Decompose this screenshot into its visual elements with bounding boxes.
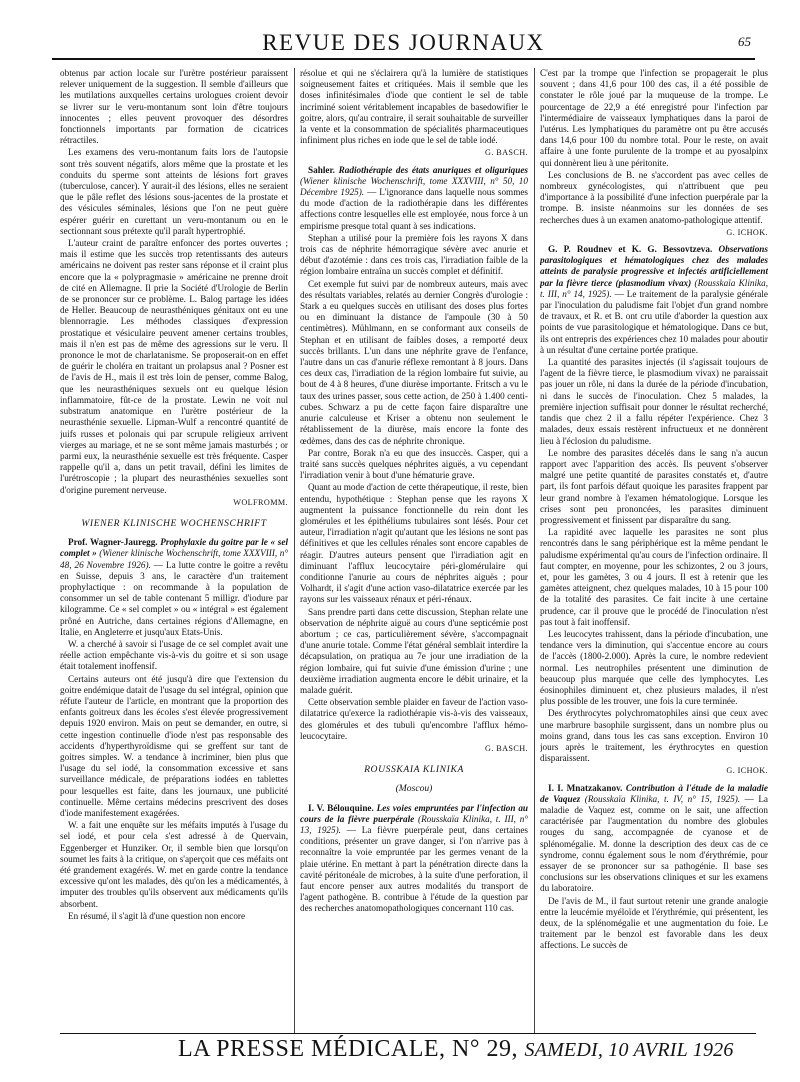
paragraph: Sans prendre parti dans cette discussion, Stephan relate une observation de néphrite aiguë au cours d'une septicémie post abortum ; ce cas, particulièrement sévère, s'accompagnait d'une anurie totale. Comme l'état général semblait interdire la décapsulation, on pratiqua au 7e jour une irradiation de la région lombaire, qui fut suivie d'une émission d'urine ; une deuxième irradiation augmenta encore le débit urinaire, et la malade guérit. <box>300 606 528 695</box>
paragraph: Les leucocytes trahissent, dans la période d'incubation, une tendance vers la diminution, qui s'accentue encore au cours de l'accès (1800-2.000). Après la cure, le nombre redevient normal. Les neutrophiles présentent une diminution de beaucoup plus marquée que celle des lymphocytes. Les éosinophiles diminuent et, chez plusieurs malades, il n'est plus possible de les trouver, une fois la cure terminée. <box>540 628 768 707</box>
journal-name: LA PRESSE MÉDICALE, N° 29, <box>178 1036 518 1062</box>
article-reference: (Rousskaïa Klinika, t. III, n° 13, 1925). <box>300 813 528 835</box>
column-3 <box>540 68 768 1034</box>
article-title: Prophylaxie du goitre par le « sel complet » <box>60 537 288 559</box>
author-signature: G. ICHOK. <box>726 227 768 237</box>
author-signature: WOLFROMM. <box>233 497 288 507</box>
column-rule <box>294 68 295 1034</box>
paragraph: Quant au mode d'action de cette thérapeutique, il reste, bien entendu, hypothétique : Stephan pense que les rayons X augmentent la puissance fonctionnelle du rein dont les glomérules et les épithéliums tubulaires sont lésés. Pour cet auteur, l'irradiation n'agit qu'autant que les lésions ne sont pas définitives et que les cellules rénales sont encore capables de réagir. D'autres auteurs pensent que l'irradiation agit en diminuant l'afflux leucocytaire péri-glomérulaire qui conditionne l'anurie au cours de néphrites aiguës ; pour Volhardt, il s'agit d'une action vaso-dilatatrice exercée par les rayons sur les vaisseaux rénaux et péri-rénaux. <box>300 482 528 605</box>
author-signature: G. BASCH. <box>485 743 528 753</box>
paragraph: — Le traitement de la paralysie générale par l'inoculation du paludisme fait l'objet d'un grand nombre de travaux, et R. et B. ont cru utile d'aborder la question aux points de vue parasitologique et hématologique. Dans ce but, ils ont entrepris des expériences chez 10 malades pour aboutir à un résultat d'une certaine portée pratique. <box>540 288 768 355</box>
column-1 <box>60 68 288 1034</box>
article-title: Contribution à l'étude de la maladie de Vaquez <box>540 782 768 804</box>
article-reference: (Wiener klinische Wochenschrift, tome XXXVIII, n° 48, 26 Novembre 1926). <box>60 548 288 570</box>
section-subheading: (Moscou) <box>395 783 433 795</box>
paragraph: Stephan a utilisé pour la première fois les rayons X dans trois cas de néphrite hémorragique sévère avec anurie et début d'azotémie : dans ces trois cas, l'irradiation faible de la région lombaire entraîna un succès complet et définitif. <box>300 232 528 277</box>
footer-line <box>178 1036 734 1063</box>
column-2 <box>300 68 528 1034</box>
article-title: Radiothérapie des états anuriques et oliguriques <box>338 164 528 175</box>
page-header <box>52 28 755 60</box>
paragraph: obtenus par action locale sur l'urètre postérieur paraissent relever uniquement de la suggestion. Il semble d'ailleurs que les mutilations auxquelles certains urologues croient devoir se livrer sur le veru-montanum sont loin d'être toujours innocentes ; elles peuvent provoquer des désordres fonctionnels importants par formation de cicatrices rétractiles. <box>60 68 288 146</box>
article-heading <box>60 537 288 638</box>
column-rule <box>534 68 535 1034</box>
author-signature: G. BASCH. <box>485 148 528 158</box>
article-author: I. I. Mnatzakanov. <box>548 782 623 793</box>
paragraph: résolue et qui ne s'éclairera qu'à la lumière de statistiques soigneusement faites et critiquées. Mais il semble que les doses infinitésimales d'iode que contient le sel de table incriminé soient véritablement incapables de basedowifier le goitre, alors, qu'au contraire, il serait souhaitable de surveiller la vente et la consommation de spécialités pharmaceutiques infiniment plus riches en iode que le sel de table iodé. <box>300 68 528 146</box>
article-title-continued: (plasmodium vivax) <box>615 277 692 288</box>
paragraph: — La fièvre puerpérale peut, dans certaines conditions, présenter un grave danger, si l'on n'arrive pas à reconnaître la voie empruntée par les germes venant de la plaie utérine. En mettant à part la pénétration directe dans la cavité péritonéale de microbes, à la suite d'une perforation, il faut encore penser aux autres modalités du transport de l'agent pathogène. B. contribue à l'étude de la question par des recherches anatomopathologiques concernant 110 cas. <box>300 825 528 914</box>
section-heading: ROUSSKAIA KLINIKA <box>364 764 464 776</box>
article-title: Les voies empruntées par l'infection au cours de la fièvre puerpérale <box>300 802 528 824</box>
paragraph: C'est par la trompe que l'infection se propagerait le plus souvent ; dans 41,6 pour 100 des cas, il a été possible de constater le rôle joué par la muqueuse de la trompe. Le pourcentage de 22,9 a été enregistré pour l'infection par l'intermédiaire de vaisseaux lymphatiques dans la paroi de l'utérus. Les lymphatiques du paramètre ont pu être accusés dans 14,6 pour 100 du nombre total. Pour le reste, on avait affaire à une fonte purulente de la trompe et au pyosalpinx qui donnèrent lieu à une péritonite. <box>540 68 768 168</box>
author-signature: G. ICHOK. <box>726 766 768 776</box>
article-heading <box>540 244 768 356</box>
paragraph: Cet exemple fut suivi par de nombreux auteurs, mais avec des résultats variables, relatés au dernier Congrès d'urologie : Stark a eu quelques succès en utilisant des doses plus fortes ou en diminuant la distance de l'ampoule (30 à 50 centimètres). Mühlmann, en se conformant aux conseils de Stephan et en utilisant de faibles doses, a remporté deux succès brillants. L'un dans une néphrite grave de l'enfance, l'autre dans un cas d'anurie réflexe remontant à 8 jours. Dans ces deux cas, l'irradiation de la région lombaire fut suivie, au bout de 4 à 8 heures, d'une diurèse importante. Fritsch a vu le taux des urines passer, sous cette action, de 250 à 1.400 centi-cubes. Schwarz a pu de cette façon faire disparaître une anurie calculeuse et Kriser a obtenu non seulement le rétablissement de la diurèse, mais encore la fonte des œdèmes, dans des cas de néphrite chronique. <box>300 278 528 446</box>
article-heading <box>300 165 528 232</box>
paragraph: W. a cherché à savoir si l'usage de ce sel complet avait une réelle action empêchante vis-à-vis du goitre et si son usage était totalement inoffensif. <box>60 638 288 672</box>
article-reference: (Wiener klinische Wochenschrift, tome XXXVIII, n° 50, 10 Décembre 1925). <box>300 175 528 198</box>
paragraph: Les examens des veru-montanum faits lors de l'autopsie sont très souvent négatifs, alors même que la prostate et les conduits du sperme sont atteints de lésions fort graves (tuberculose, cancer). Y aurait-il des lésions, elles ne seraient que le pâle reflet des lésions sous-jacentes de la prostate et des vésicules séminales, lésions que l'on ne peut guère espérer guérir en curettant un veru-montanum ou en le sectionnant sous prétexte qu'il paraît hypertrophié. <box>60 147 288 236</box>
paragraph: W. a fait une enquête sur les méfaits imputés à l'usage du sel iodé, et pour cela s'est adressé à de Quervain, Eggenberger et Hunziker. Or, il semble bien que lorsqu'on soumet les faits à la critique, on s'aperçoit que ces méfaits ont été grandement exagérés. W. met en garde contre la tendance excessive qu'ont les malades, dès qu'on les a médicamentés, à imputer des troubles qu'ils observent aux médicaments qu'ils absorbent. <box>60 820 288 909</box>
paragraph: — L'ignorance dans laquelle nous sommes du mode d'action de la radiothérapie dans les différentes affections contre lesquelles elle est employée, nous force à un empirisme presque total quant à ses indications. <box>300 187 528 231</box>
paragraph: Les conclusions de B. ne s'accordent pas avec celles de nombreux gynécologistes, qui n'attribuent que peu d'importance à la possibilité d'une infection puerpérale par la trompe. B. insiste néanmoins sur les données de ses recherches dues à un examen anatomo-pathologique attentif. <box>540 169 768 225</box>
page-number: 65 <box>738 34 751 49</box>
paragraph: La quantité des parasites injectés (il s'agissait toujours de l'agent de la fièvre tierce, le plasmodium vivax) ne paraissait pas jouer un rôle, ni dans la durée de la période d'incubation, ni dans le succès de l'inoculation. Chez 5 malades, la première injection suffisait pour donner le résultat recherché, tandis que chez 2 il a fallu répéter l'expérience. Chez 3 malades, deux essais restèrent infructueux et ne donnèrent lieu à l'éclosion du paludisme. <box>540 357 768 446</box>
paragraph: L'auteur craint de paraître enfoncer des portes ouvertes ; mais il estime que les succès trop retentissants des auteurs américains ne doivent pas rester sans réponse et il craint plus encore que la « polypragmasie » américaine ne prenne droit de cité en Allemagne. Il prie la Société d'Urologie de Berlin de se prononcer sur ce problème. L. Balog partage les idées de Heller. Beaucoup de neurasthéniques génitaux ont eu une blennorragie. Les méthodes classiques d'expression prostatique et vésiculaire peuvent amener certains troubles, mais il n'en est pas de même des agressions sur le veru. Il prononce le mot de charlatanisme. Se proposerait-on en effet de guérir le choléra en traitant un prolapsus anal ? Posner est de l'avis de H., mais il est très loin de penser, comme Balog, que les neurasthéniques sexuels ont eu quelque lésion inflammatoire, fût-ce de la prostate. Lewin ne voit nul substratum anatomique en l'urètre postérieur de la neurasthénie sexuelle. Lipman-Wulf a rencontré quantité de juifs russes et polonais qui par scrupule religieux arrivent vierges au mariage, et ne se sont même jamais masturbés ; or parmi eux, la neurasthénie sexuelle est très fréquente. Casper rappelle qu'il a, dans un petit travail, défini les limites de l'urétroscopie ; la plupart des neurasthénies sexuelles sont d'origine purement nerveuse. <box>60 238 288 495</box>
paragraph: Le nombre des parasites décelés dans le sang n'a aucun rapport avec l'apparition des accès. Ils peuvent s'observer malgré une petite quantité de parasites constatés et, d'autre part, ils font parfois défaut quoique les parasites frappent par leur grand nombre à l'examen hématologique. Lorsque les crises sont peu prononcées, les parasites diminuent progressivement et finissent par disparaître du sang. <box>540 447 768 525</box>
paragraph: — La lutte contre le goitre a revêtu en Suisse, depuis 3 ans, le caractère d'un traitement prophylactique : on recommande à la population de consommer un sel de table contenant 5 milligr. d'iodure par kilogramme. Ce « sel complet » ou « intégral » est également prôné en Autriche, dans certaines régions d'Allemagne, en Italie, en Angleterre et jusqu'aux Etats-Unis. <box>60 559 288 637</box>
article-reference: (Rousskaïa Klinika, t. III, n° 14, 1925). <box>540 277 768 299</box>
paragraph: En résumé, il s'agit là d'une question non encore <box>68 910 246 921</box>
article-author: Sahler. <box>308 164 335 175</box>
paragraph: De l'avis de M., il faut surtout retenir une grande analogie entre la leucémie myéloïde et l'érythrémie, qui présentent, les deux, de la splénomégalie et une augmentation du foie. Le traitement par le benzol est favorable dans les deux affections. Le succès de <box>540 895 768 951</box>
section-heading: WIENER KLINISCHE WOCHENSCHRIFT <box>81 517 267 529</box>
paragraph: Des érythrocytes polychromatophiles ainsi que ceux avec une marbrure basophile surgissent, dans un nombre plus ou moins grand, dans tous les cas sans exception. Environ 10 jours après le traitement, les érythrocytes en question disparaissent. <box>540 708 768 764</box>
article-reference: (Rousskaïa Klinika, t. IV, n° 15, 1925). <box>584 793 741 804</box>
article-columns <box>60 68 768 1034</box>
paragraph: Cette observation semble plaider en faveur de l'action vaso-dilatatrice qu'exerce la radiothérapie vis-à-vis des vaisseaux, des glomérules et des tubuli qu'encombre l'afflux hémo-leucocytaire. <box>300 697 528 741</box>
article-author: I. V. Bélouquine. <box>308 802 374 813</box>
paragraph: La rapidité avec laquelle les parasites ne sont plus rencontrés dans le sang périphérique est la même pendant le paludisme expérimental qu'au cours de l'infection ordinaire. Il faut compter, en moyenne, pour les schizontes, 2 ou 3 jours, et, pour les gamètes, 3 ou 4 jours. Il est à retenir que les gamètes atteignent, chez quelques malades, 10 à 15 pour 100 de la totalité des parasites. Ce fait incite à une certaine prudence, car il prouve que le procédé de l'inoculation n'est pas tout à fait inoffensif. <box>540 527 768 627</box>
issue-date: SAMEDI, 10 AVRIL 1926 <box>524 1039 734 1061</box>
article-heading <box>300 803 528 915</box>
article-heading <box>540 783 768 895</box>
page-footer <box>60 1033 756 1068</box>
paragraph: Certains auteurs ont été jusqu'à dire que l'extension du goitre endémique datait de l'usage du sel intégral, opinion que réfute l'auteur de l'article, en montrant que la proportion des enfants goitreux dans les écoles s'est élevée progressivement depuis 1920 environ. Mais on peut se demander, en outre, si cette ingestion continuelle d'iode n'est pas responsable des accidents d'hyperthyroïdisme qui se greffent sur tant de goitres simples. W. a tendance à incriminer, bien plus que l'usage du sel iodé, la consommation excessive et sans surveillance médicale, de préparations iodées en tablettes pour lesquelles est faite, dans les journaux, une publicité continuelle. Même certains médecins prescrivent des doses d'iode manifestement exagérées. <box>60 673 288 818</box>
paragraph: Par contre, Borak n'a eu que des insuccès. Casper, qui a traité sans succès quelques néphrites aiguës, a vu cependant l'irradiation venir à bout d'une hématurie grave. <box>300 447 528 481</box>
article-author: G. P. Roudnev et K. G. Bessovtzeva. <box>548 244 713 255</box>
article-author: Prof. Wagner-Jauregg. <box>68 537 158 548</box>
article-title: Observations parasitologiques et hématologiques chez des malades atteints de paralysie progressive et infectés artificiellement par la fièvre tierce <box>540 244 768 288</box>
paragraph: — La maladie de Vaquez est, comme on le sait, une affection caractérisée par l'augmentation du nombre des globules rouges du sang, accompagnée de cyanose et de splénomégalie. M. donne la description des deux cas de ce syndrome, connu également sous le nom d'érythrémie, pour essayer de se prononcer sur sa pathogénie. Il base ses conclusions sur les observations cliniques et sur les examens du laboratoire. <box>540 793 768 894</box>
running-title: REVUE DES JOURNAUX <box>262 30 545 55</box>
